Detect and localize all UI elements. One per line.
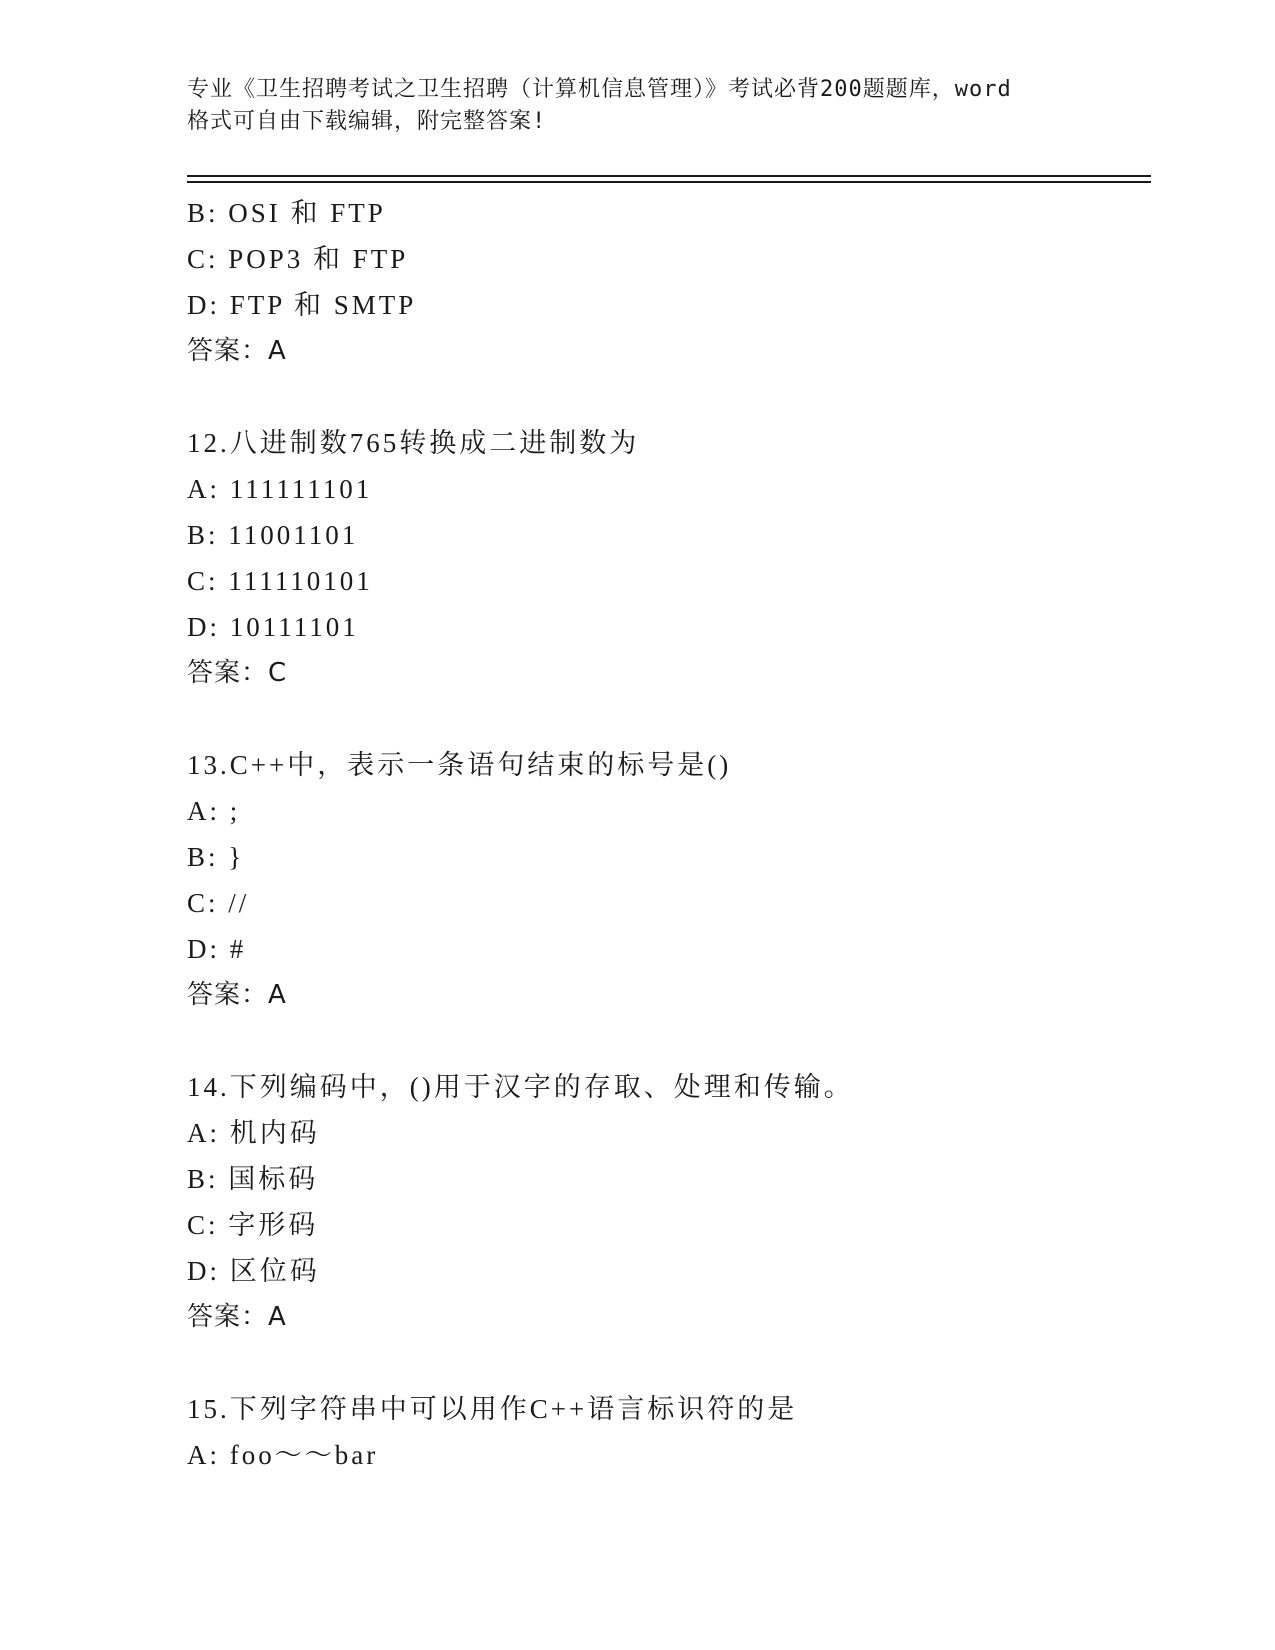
spacer — [187, 1340, 1147, 1386]
spacer — [187, 374, 1147, 420]
option-a: A: 机内码 — [187, 1118, 320, 1148]
option-a: A: foo～～bar — [187, 1440, 379, 1470]
option-c: C: POP3 和 FTP — [187, 244, 409, 274]
question-13 — [187, 742, 1147, 1018]
option-d: D: 10111101 — [187, 612, 359, 642]
spacer — [187, 696, 1147, 742]
question-list — [187, 190, 1147, 1478]
header-rule-top — [187, 175, 1151, 177]
answer-line: 答案：A — [187, 336, 287, 366]
question-15 — [187, 1386, 1147, 1478]
option-b: B: 国标码 — [187, 1164, 319, 1194]
question-14 — [187, 1064, 1147, 1340]
document-header — [187, 74, 1087, 138]
option-d: D: # — [187, 934, 247, 964]
answer-line: 答案：A — [187, 980, 287, 1010]
option-b: B: 11001101 — [187, 520, 359, 550]
header-line-2: 格式可自由下载编辑，附完整答案! — [187, 109, 547, 134]
option-c: C: 字形码 — [187, 1210, 319, 1240]
option-b: B: } — [187, 842, 245, 872]
option-d: D: FTP 和 SMTP — [187, 290, 417, 320]
option-d: D: 区位码 — [187, 1256, 320, 1286]
question-title: 15.下列字符串中可以用作C++语言标识符的是 — [187, 1394, 798, 1424]
header-line-1: 专业《卫生招聘考试之卫生招聘（计算机信息管理）》考试必背200题题库，word — [187, 77, 1012, 102]
answer-line: 答案：C — [187, 658, 288, 688]
option-c: C: 111110101 — [187, 566, 373, 596]
question-title: 13.C++中，表示一条语句结束的标号是() — [187, 750, 732, 780]
header-rule-bottom — [187, 181, 1151, 183]
question-12 — [187, 420, 1147, 696]
answer-line: 答案：A — [187, 1302, 287, 1332]
question-11 — [187, 190, 1147, 374]
option-a: A: 111111101 — [187, 474, 373, 504]
spacer — [187, 1018, 1147, 1064]
question-title: 14.下列编码中，()用于汉字的存取、处理和传输。 — [187, 1072, 854, 1102]
question-title: 12.八进制数765转换成二进制数为 — [187, 428, 640, 458]
option-a: A: ; — [187, 796, 241, 826]
option-c: C: // — [187, 888, 250, 918]
option-b: B: OSI 和 FTP — [187, 198, 386, 228]
